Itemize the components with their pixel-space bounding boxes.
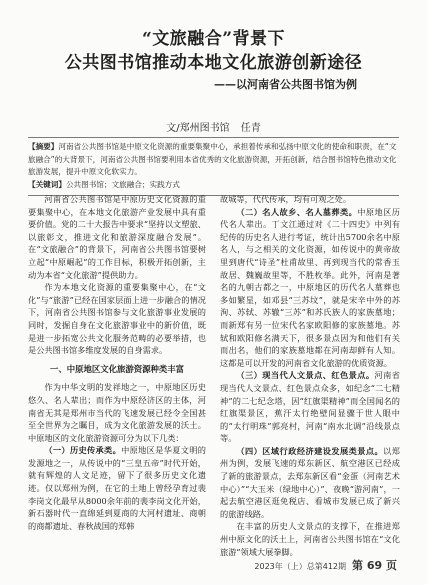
keywords-label: 【关键词】: [28, 179, 66, 189]
body-paragraph: 作为中华文明的发祥地之一，中原地区历史悠久、名人辈出；而作为中原经济区的主体，河南省无其是郑州市当代的飞速发展已经令全国甚至全世界为之瞩目，成为文化旅游发展的沃土。中原地区的文化旅游资源可分为以下几类：: [28, 382, 206, 443]
article-title-line1: “文旅融合”背景下: [141, 29, 286, 49]
body-paragraph: 作为本地文化资源的重要集聚中心，在“文化”与“旅游”已经在国家层面上进一步融合的情况下，河南省公共图书馆参与文化旅游事业发展的同时，发掘自身在文化旅游事业中的新价值，既是进一步拓宽公共文化服务范畴的必要举措，也是公共图书馆多维度发展的自身需求。: [28, 282, 206, 356]
abstract-box: [28, 137, 399, 196]
abstract-label: 【摘要】: [28, 142, 59, 151]
body-paragraph: 在丰富的历史人文景点的支撑下，在推进郑州中原文化的沃土上，河南省公共图书馆在“文化旅游”领域大展拳脚。: [220, 521, 400, 557]
subsection-label: （三）现当代人文景点、红色景点。: [236, 370, 375, 381]
page-number: 第 69 页: [352, 559, 397, 572]
issue-info: 2023年（上）总第412期: [254, 562, 347, 571]
right-column: [220, 193, 400, 558]
subsection-label: （一）历史传承类。: [44, 445, 122, 456]
body-paragraph: 河南省公共图书馆是中原历史文化资源的重要集聚中心，在本地文化旅游产业发展中具有重要价值。党的二十大报告中要求“坚持以文塑旅、以旅彰文，推进文化和旅游深度融合发展”。在“文旅融合”的背景下，河南省公共图书馆要树立起“中原崛起”的工作目标，积极开拓创新，主动为本省“文化旅游”提供助力。: [28, 194, 206, 280]
section-heading: 一、中原地区文化旅游资源种类丰富: [50, 363, 184, 374]
article-title-line2: 公共图书馆推动本地文化旅游创新途径: [64, 53, 363, 73]
abstract-paragraph: [28, 141, 399, 179]
subsection-label: （四）区域行政经济建设发展类景点。: [236, 445, 384, 456]
subsection-text: 以郑州为例，发展飞速的郑东新区、航空港区已经成了新的旅游景点，去郑东新区看“金蛋（河南艺术中心）”“大玉米（绿地中心）”、夜晚“游河南”，一起去航空港区逛免税店、看城市发展已成了新兴的旅游线路。: [220, 445, 400, 519]
body-paragraph: 故城等，代代传承，均有可观之处。: [220, 194, 352, 204]
subsection-paragraph: [220, 445, 400, 521]
page-footer: [254, 557, 397, 573]
keywords-text: 公共图书馆；文旅融合；实践方式: [65, 179, 180, 189]
subsection-paragraph: [220, 206, 400, 370]
subsection-paragraph: [220, 369, 400, 445]
left-column: [28, 193, 206, 532]
abstract-text: 河南省公共图书馆是中原文化资源的重要集聚中心，承担着传承和弘扬中原文化的使命和职责，在“文旅融合”的大背景下，河南省公共图书馆要利用本省优秀的文化旅游资源，开拓创新，结合图书馆特色推动文化旅游发展，提升中原文化软实力。: [28, 142, 397, 176]
title-block: [0, 28, 427, 74]
subsection-text: 中原地区历代名人辈出。丁文江通过对《二十四史》中列有纪传的历史名人进行考证，统计出5700余名中原名人，与之相关的文化资源，如传说中的黄帝故里到唐代“诗圣”杜甫故里、再到现当代的常香玉故居、魏巍故里等，不胜枚举。此外，河南是著名的九朝古都之一，中原地区的历代名人墓葬也多如繁星，如邓县“三苏坟”，就是宋辛中外的苏洵、苏轼、苏辙“三苏”和苏氏族人的家族墓地；而新郑有另一位宋代名家欧阳修的家族墓地。苏轼和欧阳修名满天下，很多景点因为和他们有关而出名，他们的家族墓地都在河南却鲜有人知。这都是可以开发的河南省文化旅游的优质资源。: [220, 206, 400, 368]
keywords-line: [28, 179, 399, 192]
article-subtitle: ——以河南省公共图书馆为例: [214, 78, 357, 91]
author-byline: 文/郑州图书馆 任青: [166, 123, 261, 134]
subsection-label: （二）名人故乡、名人墓葬类。: [236, 206, 358, 217]
subsection-paragraph: [28, 444, 206, 532]
subsection-text: 中原地区是华夏文明的发源地之一，从传说中的“三皇五帝”时代开始，就有辉煌的人文足迹，留下了很多历史文化遗迹。仅以郑州为例，在它的土地上曾经孕育过裴李岗文化最早从8000余年前的裴李岗文化开始，新石器时代一直绵延到夏商的大河村遗址、商朝的商都遗址、春秋战国的郑韩: [28, 445, 206, 531]
subsection-text: 河南省现当代人文景点、红色景点众多，如纪念“二七精神”的二七纪念塔，因“红旗渠精神”而全国闻名的红旗渠景区，蕉汗太行绝壁间显骤于世人眼中的“太行明珠”郭亮村，河南“南水北调”沿线景点等。: [220, 370, 400, 444]
